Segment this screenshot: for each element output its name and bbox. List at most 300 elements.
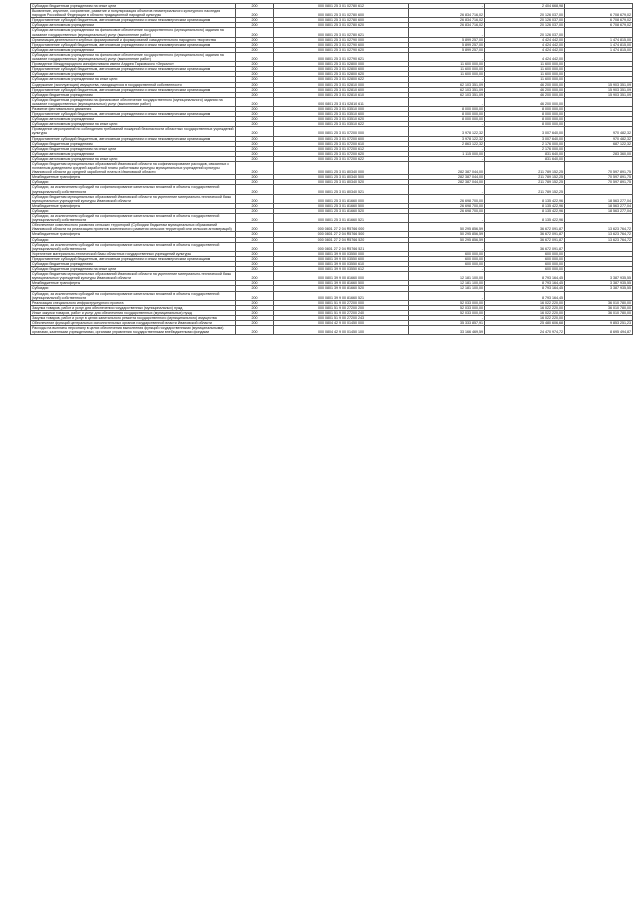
row-budget-code: 000 0801 25 3 01 02790 621 (274, 52, 409, 61)
row-approved: 5 899 257,00 (409, 42, 485, 47)
row-budget-code: 000 0801 39 9 00 03550 000 (274, 251, 409, 256)
row-executed: 46 200 000,00 (485, 87, 565, 92)
table-row (31, 136, 633, 141)
table-row (31, 321, 633, 326)
row-budget-code: 000 0801 25 3 01 02800 600 (274, 67, 409, 72)
row-approved: 282 387 044,00 (409, 180, 485, 185)
row-budget-code: 000 0801 25 3 01 81660 520 (274, 208, 409, 213)
row-budget-code: 000 0801 39 9 00 81660 521 (274, 291, 409, 300)
row-name: Проведение мероприятий по соблюдению требований пожарной безопасности областных государственных учреждений культуры (32, 127, 234, 136)
row-approved: - (409, 156, 485, 161)
row-name: Субсидии автономным учреждениям (31, 47, 236, 52)
row-name: Субсидии бюджетным учреждениям (31, 92, 236, 97)
row-name: Субсидии бюджетным учреждениям на финансовое обеспечение государственного (муниципального) задания на оказание государственных (муниципальных) услуг (выполнение работ) (31, 97, 236, 106)
row-executed: 211 789 152,25 (485, 185, 565, 194)
row-line-code: 200 (236, 77, 274, 82)
row-line-code: 200 (236, 316, 274, 321)
row-line-code: 200 (236, 47, 274, 52)
row-unexecuted: 6 708 679,02 (565, 23, 633, 28)
row-budget-code: 000 0801 25 3 01 02800 000 (274, 62, 409, 67)
row-budget-code: 000 0801 25 3 01 80340 500 (274, 175, 409, 180)
row-line-code: 200 (236, 267, 274, 272)
table-row (31, 185, 633, 194)
row-budget-code: 000 0801 39 9 00 03550 610 (274, 261, 409, 266)
row-executed: 11 600 000,00 (485, 72, 565, 77)
table-row (31, 97, 633, 106)
row-unexecuted: 283 360,00 (565, 151, 633, 156)
row-approved: - (409, 28, 485, 37)
row-approved: 12 181 100,00 (409, 272, 485, 281)
row-budget-code: 000 0801 25 3 01 07200 612 (274, 146, 409, 151)
row-name: Предоставление субсидий бюджетным, автономным учреждениям и иным некоммерческим организациям (31, 136, 236, 141)
row-executed: 2 404 668,98 (485, 4, 565, 9)
row-unexecuted: 1 474 815,00 (565, 37, 633, 42)
row-executed: 36 672 091,87 (485, 223, 565, 232)
row-executed: 16 022 220,00 (485, 300, 565, 305)
row-budget-code: 000 0801 25 3 01 02810 611 (274, 97, 409, 106)
row-budget-code: 000 0801 25 3 01 02810 610 (274, 92, 409, 97)
row-name: Субсидии бюджетным учреждениям на иные цели (31, 146, 236, 151)
row-line-code: 200 (236, 82, 274, 87)
row-executed: 24 470 974,72 (485, 326, 565, 335)
row-name: Иные закупки товаров, работ и услуг для обеспечения государственных (муниципальных) нужд (31, 310, 236, 315)
row-name: Субсидии бюджетам муниципальных образований Ивановской области на укрепление материально-технической базы муниципальных учреждений культуры Ивановской области (31, 272, 236, 281)
row-approved: 50 295 856,59 (409, 232, 485, 237)
row-unexecuted: 13 623 764,72 (565, 232, 633, 237)
row-name: Межбюджетные трансферты (31, 175, 236, 180)
row-line-code: 200 (236, 112, 274, 117)
row-unexecuted: 13 623 764,72 (565, 223, 633, 232)
table-row (31, 242, 633, 251)
row-budget-code: 000 0801 25 3 01 80340 520 (274, 180, 409, 185)
row-name: Межбюджетные трансферты (31, 281, 236, 286)
row-name: Субсидии бюджетам муниципальных образований Ивановской области на укрепление материально-технической базы муниципальных учреждений культуры Ивановской области (31, 194, 236, 203)
row-approved: 2 863 122,32 (409, 141, 485, 146)
table-row (31, 316, 633, 321)
row-line-code: 200 (236, 23, 274, 28)
row-executed: 8 000 000,00 (485, 112, 565, 117)
row-budget-code: 000 0801 25 3 01 02780 612 (274, 4, 409, 9)
row-line-code: 200 (236, 305, 274, 310)
row-budget-code: 000 0801 25 3 01 07200 000 (274, 127, 409, 136)
row-executed: 8 135 422,96 (485, 194, 565, 203)
row-name: Субсидии автономным учреждениям (31, 151, 236, 156)
row-name: Субсидии бюджетам муниципальных образований Ивановской области на софинансирование расходов, связанных с поэтапным доведением средней заработной платы работникам культуры муниципальных учреждений культуры Ивановской области до средней заработной платы в Ивановской области (31, 162, 236, 175)
row-executed: 831 640,00 (485, 151, 565, 156)
row-executed: 8 793 164,45 (485, 291, 565, 300)
row-executed: 46 200 000,00 (485, 97, 565, 106)
row-budget-code: 000 0801 25 3 01 02800 620 (274, 72, 409, 77)
row-approved: - (409, 52, 485, 61)
row-line-code: 200 (236, 141, 274, 146)
row-approved: 600 000,00 (409, 256, 485, 261)
row-approved: - (409, 4, 485, 9)
row-approved: 52 033 000,00 (409, 310, 485, 315)
row-name: Субсидии автономным учреждениям на финансовое обеспечение государственного (муниципального) задания на оказание государственных (муниципальных) услуг (выполнение работ) (31, 28, 236, 37)
table-row (31, 62, 633, 67)
row-executed: 11 600 000,00 (485, 77, 565, 82)
row-line-code: 200 (236, 281, 274, 286)
row-approved: 26 834 716,02 (409, 9, 485, 18)
table-row (31, 37, 633, 42)
row-budget-code: 000 0801 25 3 01 02780 621 (274, 28, 409, 37)
row-budget-code: 000 0801 27 2 04 R5766 000 (274, 223, 409, 232)
row-line-code: 200 (236, 261, 274, 266)
row-executed: 11 600 000,00 (485, 67, 565, 72)
row-name: Субсидии автономным учреждениям на финансовое обеспечение государственного (муниципального) задания на оказание государственных (муниципальных) услуг (выполнение работ) (31, 52, 236, 61)
row-approved: 11 600 000,00 (409, 67, 485, 72)
row-executed: 3 007 640,00 (485, 136, 565, 141)
row-line-code: 200 (236, 326, 274, 335)
row-budget-code: 000 0801 51 9 00 27200 000 (274, 300, 409, 305)
row-executed: 8 135 422,96 (485, 214, 565, 223)
row-budget-code: 000 0801 25 3 01 81660 000 (274, 194, 409, 203)
row-budget-code: 000 0801 25 3 01 02810 000 (274, 82, 409, 87)
row-approved: 600 000,00 (409, 261, 485, 266)
row-executed: 600 000,00 (485, 261, 565, 266)
row-executed: 4 424 442,00 (485, 37, 565, 42)
row-executed: 8 793 164,45 (485, 286, 565, 291)
row-unexecuted (565, 185, 633, 194)
row-approved: 3 978 122,32 (409, 127, 485, 136)
row-executed: 16 022 220,00 (485, 305, 565, 310)
row-line-code: 200 (236, 122, 274, 127)
row-line-code: 200 (236, 62, 274, 67)
row-unexecuted: 9 853 251,23 (565, 321, 633, 326)
row-name: Предоставление субсидий бюджетным, автономным учреждениям и иным некоммерческим организациям (31, 256, 236, 261)
row-executed: 2 176 000,00 (485, 141, 565, 146)
row-line-code: 200 (236, 18, 274, 23)
table-row (31, 67, 633, 72)
row-line-code: 200 (236, 156, 274, 161)
row-approved: 5 899 257,00 (409, 37, 485, 42)
row-line-code: 200 (236, 286, 274, 291)
row-approved: - (409, 316, 485, 321)
row-name: Субсидии (31, 286, 236, 291)
row-executed: 20 126 037,00 (485, 18, 565, 23)
row-executed: 600 000,00 (485, 256, 565, 261)
row-unexecuted: 970 482,32 (565, 127, 633, 136)
row-executed: 36 672 091,87 (485, 242, 565, 251)
row-approved: 52 033 000,00 (409, 300, 485, 305)
row-name: Укрепление материально-технической базы областных государственных учреждений культуры (31, 251, 236, 256)
row-approved: - (409, 97, 485, 106)
row-executed: 211 789 152,25 (485, 180, 565, 185)
table-row (31, 305, 633, 310)
row-name: Субсидии бюджетным учреждениям на иные цели (31, 267, 236, 272)
row-line-code: 200 (236, 9, 274, 18)
row-executed: 8 135 422,96 (485, 203, 565, 208)
row-name: Расходы на выплаты персоналу в целях обеспечения выполнения функций государственными (муниципальными) органами, казенными учреждениями, органами управления государственными внебюджетными фондами (31, 326, 236, 335)
table-row (31, 18, 633, 23)
table-row (31, 326, 633, 335)
row-budget-code: 000 0801 25 3 01 03510 620 (274, 117, 409, 122)
row-name: Предоставление субсидий бюджетным, автономным учреждениям и иным некоммерческим организациям (31, 18, 236, 23)
row-name: Субсидии (31, 237, 236, 242)
row-executed: 46 200 000,00 (485, 82, 565, 87)
row-budget-code: 000 0801 25 3 01 02800 622 (274, 77, 409, 82)
row-name: Субсидии (31, 208, 236, 213)
row-approved: - (409, 267, 485, 272)
row-unexecuted: 3 387 935,55 (565, 272, 633, 281)
row-approved: 3 978 122,32 (409, 136, 485, 141)
row-approved: 26 834 716,02 (409, 23, 485, 28)
table-row (31, 9, 633, 18)
row-executed: 20 126 037,00 (485, 9, 565, 18)
row-budget-code: 000 0801 25 3 01 02790 600 (274, 42, 409, 47)
row-line-code: 200 (236, 28, 274, 37)
row-executed: 25 480 606,68 (485, 321, 565, 326)
row-unexecuted (565, 97, 633, 106)
row-approved: 282 387 044,00 (409, 162, 485, 175)
row-line-code: 200 (236, 291, 274, 300)
row-name: Субсидии автономным учреждениям (31, 117, 236, 122)
row-line-code: 200 (236, 251, 274, 256)
row-name: Субсидии автономным учреждениям на иные цели (31, 122, 236, 127)
row-line-code: 200 (236, 194, 274, 203)
row-name: Субсидии автономным учреждениям (31, 72, 236, 77)
row-unexecuted: 70 597 891,75 (565, 162, 633, 175)
row-budget-code: 000 0804 42 9 00 01450 100 (274, 326, 409, 335)
row-line-code: 200 (236, 136, 274, 141)
row-unexecuted (565, 242, 633, 251)
row-executed: 46 200 000,00 (485, 92, 565, 97)
row-line-code: 200 (236, 37, 274, 42)
row-unexecuted: 15 903 351,09 (565, 87, 633, 92)
row-line-code: 200 (236, 162, 274, 175)
row-approved: 11 600 000,00 (409, 62, 485, 67)
row-unexecuted (565, 214, 633, 223)
table-row (31, 112, 633, 117)
row-name: Обеспечение комплексного развития сельских территорий (Субсидии бюджетам муниципальных образований Ивановской области на реализацию проектов комплексного развития сельских территорий или сельских агломераций) (31, 223, 236, 232)
row-approved: - (409, 77, 485, 82)
row-executed: 36 672 091,87 (485, 232, 565, 237)
row-line-code: 200 (236, 151, 274, 156)
row-line-code: 200 (236, 92, 274, 97)
row-approved: - (409, 185, 485, 194)
row-unexecuted: 70 597 891,75 (565, 175, 633, 180)
row-approved: 12 181 100,00 (409, 281, 485, 286)
row-approved: 5 899 257,00 (409, 47, 485, 52)
table-row (31, 291, 633, 300)
row-budget-code: 000 0801 25 3 01 02780 600 (274, 18, 409, 23)
table-row (31, 194, 633, 203)
row-name: Межбюджетные трансферты (31, 232, 236, 237)
row-unexecuted: 970 482,32 (565, 136, 633, 141)
row-name: Закупка товаров, работ и услуг для обеспечения государственных (муниципальных) нужд (31, 305, 236, 310)
row-line-code: 200 (236, 175, 274, 180)
row-name: Проведение Международного кинофестиваля имени Андрея Тарковского «Зеркало» (31, 62, 236, 67)
row-budget-code: 000 0801 25 3 01 81660 500 (274, 203, 409, 208)
row-line-code: 200 (236, 321, 274, 326)
row-line-code: 200 (236, 146, 274, 151)
row-budget-code: 000 0801 39 9 00 03550 612 (274, 267, 409, 272)
row-unexecuted (565, 28, 633, 37)
row-line-code: 200 (236, 185, 274, 194)
row-budget-code: 000 0801 27 2 04 R5766 521 (274, 242, 409, 251)
row-approved: 600 000,00 (409, 251, 485, 256)
row-unexecuted: 36 010 780,00 (565, 310, 633, 315)
row-executed: 211 789 152,25 (485, 175, 565, 180)
row-approved: - (409, 291, 485, 300)
row-name: Субсидии автономным учреждениям на иные цели (31, 77, 236, 82)
row-line-code: 200 (236, 272, 274, 281)
row-budget-code: 000 0801 27 2 04 R5766 500 (274, 232, 409, 237)
row-budget-code: 000 0801 25 3 01 80340 000 (274, 162, 409, 175)
row-unexecuted: 6 708 679,02 (565, 18, 633, 23)
row-approved: 11 600 000,00 (409, 72, 485, 77)
row-line-code: 200 (236, 72, 274, 77)
row-unexecuted: 13 623 764,72 (565, 237, 633, 242)
row-name: Межбюджетные трансферты (31, 203, 236, 208)
row-executed: 2 176 000,00 (485, 146, 565, 151)
row-line-code: 200 (236, 223, 274, 232)
row-name: Субсидии автономным учреждениям (31, 23, 236, 28)
row-budget-code: 000 0801 51 9 00 27200 240 (274, 310, 409, 315)
row-approved: 26 698 700,00 (409, 203, 485, 208)
row-executed: 8 000 000,00 (485, 117, 565, 122)
row-executed: 831 640,00 (485, 156, 565, 161)
row-line-code: 200 (236, 97, 274, 106)
row-line-code: 200 (236, 117, 274, 122)
row-approved: 33 166 469,59 (409, 326, 485, 335)
row-name: Субсидии, за исключением субсидий на софинансирование капитальных вложений в объекты государственной (муниципальной) собственности (31, 214, 236, 223)
row-budget-code: 000 0801 39 9 00 03550 600 (274, 256, 409, 261)
row-name: Закупка товаров, работ и услуг в целях капитального ремонта государственного (муниципального) имущества (31, 316, 236, 321)
row-budget-code: 000 0801 25 3 01 07200 620 (274, 151, 409, 156)
row-unexecuted: 36 010 780,00 (565, 305, 633, 310)
row-budget-code: 000 0801 25 3 01 80340 521 (274, 185, 409, 194)
row-line-code: 200 (236, 106, 274, 111)
row-line-code: 200 (236, 300, 274, 305)
row-approved: 50 295 856,59 (409, 237, 485, 242)
row-executed: 211 789 152,25 (485, 162, 565, 175)
row-approved: 62 103 351,09 (409, 87, 485, 92)
row-budget-code: 000 0801 25 3 01 07200 610 (274, 141, 409, 146)
row-executed: 36 672 091,87 (485, 237, 565, 242)
row-name: Субсидии, за исключением субсидий на софинансирование капитальных вложений в объекты государственной (муниципальной) собственности (31, 291, 236, 300)
row-unexecuted: 8 695 494,87 (565, 326, 633, 335)
row-executed: 16 022 220,00 (485, 310, 565, 315)
row-name: Выявление, изучение, сохранение, развитие и популяризация объектов нематериального культурного наследия народов Российской Федерации в области традиционной народной культуры (31, 9, 236, 18)
row-budget-code: 000 0801 27 2 04 R5766 520 (274, 237, 409, 242)
table-row (31, 28, 633, 37)
row-line-code: 200 (236, 256, 274, 261)
row-unexecuted (565, 291, 633, 300)
row-approved: 26 698 700,00 (409, 208, 485, 213)
table-row (31, 162, 633, 175)
row-name: Обеспечение функций центральных исполнительных органов государственной власти Ивановской области (31, 321, 236, 326)
row-unexecuted: 70 597 891,75 (565, 180, 633, 185)
row-name: Субсидии, за исключением субсидий на софинансирование капитальных вложений в объекты государственной (муниципальной) собственности (31, 242, 236, 251)
row-executed: 8 135 422,96 (485, 208, 565, 213)
row-line-code: 200 (236, 42, 274, 47)
row-executed: 600 000,00 (485, 267, 565, 272)
row-budget-code: 000 0801 25 3 01 02790 000 (274, 37, 409, 42)
row-executed: 4 424 442,00 (485, 42, 565, 47)
row-name: Предоставление субсидий бюджетным, автономным учреждениям и иным некоммерческим организациям (31, 67, 236, 72)
row-name: Субсидии бюджетным учреждениям (31, 141, 236, 146)
row-name: Развитие фестивального движения (31, 106, 236, 111)
row-executed: 4 424 442,00 (485, 52, 565, 61)
row-executed: 8 000 000,00 (485, 106, 565, 111)
row-line-code: 200 (236, 180, 274, 185)
row-unexecuted: 3 387 935,55 (565, 286, 633, 291)
row-name: Предоставление субсидий бюджетным, автономным учреждениям и иным некоммерческим организациям (31, 42, 236, 47)
row-unexecuted: 1 474 815,00 (565, 42, 633, 47)
table-row (31, 87, 633, 92)
row-budget-code: 000 0801 39 9 00 81660 500 (274, 281, 409, 286)
row-unexecuted: 15 903 351,09 (565, 82, 633, 87)
table-row (31, 310, 633, 315)
row-unexecuted: 1 474 815,00 (565, 47, 633, 52)
row-line-code: 200 (236, 242, 274, 251)
row-unexecuted: 3 387 935,55 (565, 281, 633, 286)
row-budget-code: 000 0801 25 3 01 07200 622 (274, 156, 409, 161)
row-budget-code: 000 0801 51 9 00 27200 200 (274, 305, 409, 310)
row-unexecuted: 687 122,32 (565, 141, 633, 146)
row-approved: 62 103 351,09 (409, 82, 485, 87)
row-name: Содержание (эксплуатация) имущества, находящегося в государственной собственности (31, 82, 236, 87)
row-budget-code: 000 0801 25 3 01 81660 521 (274, 214, 409, 223)
row-unexecuted: 6 708 679,02 (565, 9, 633, 18)
row-executed: 20 126 037,00 (485, 23, 565, 28)
row-line-code: 200 (236, 4, 274, 9)
table-row (31, 223, 633, 232)
row-budget-code: 000 0801 25 3 01 02780 620 (274, 23, 409, 28)
row-approved: 8 000 000,00 (409, 106, 485, 111)
row-approved: 1 115 000,00 (409, 151, 485, 156)
row-line-code: 200 (236, 310, 274, 315)
row-name: Субсидии, за исключением субсидий на софинансирование капитальных вложений в объекты государственной (муниципальной) собственности (31, 185, 236, 194)
row-approved: - (409, 242, 485, 251)
row-budget-code: 000 0801 25 3 01 03510 600 (274, 112, 409, 117)
row-executed: 600 000,00 (485, 251, 565, 256)
row-budget-code: 000 0804 42 9 00 01450 000 (274, 321, 409, 326)
table-row (31, 300, 633, 305)
row-approved: - (409, 122, 485, 127)
row-line-code: 200 (236, 214, 274, 223)
row-line-code: 200 (236, 87, 274, 92)
row-line-code: 200 (236, 237, 274, 242)
row-budget-code: 000 0801 25 3 01 02810 600 (274, 87, 409, 92)
row-approved: 26 698 700,00 (409, 194, 485, 203)
row-unexecuted (565, 52, 633, 61)
row-executed: 16 022 220,00 (485, 316, 565, 321)
row-unexecuted: 18 563 277,04 (565, 208, 633, 213)
row-budget-code: 000 0801 51 9 00 27200 243 (274, 316, 409, 321)
row-executed: 20 126 037,00 (485, 28, 565, 37)
row-approved: 12 181 100,00 (409, 286, 485, 291)
row-approved: 52 033 000,00 (409, 305, 485, 310)
table-row (31, 82, 633, 87)
row-budget-code: 000 0801 39 9 00 81660 000 (274, 272, 409, 281)
row-line-code: 200 (236, 67, 274, 72)
row-name: Реализация специального инфраструктурного проекта (31, 300, 236, 305)
budget-execution-table (30, 3, 633, 335)
row-executed: 8 000 000,00 (485, 122, 565, 127)
row-unexecuted: 18 563 277,04 (565, 194, 633, 203)
row-unexecuted: 15 903 351,09 (565, 92, 633, 97)
row-approved: 26 834 716,02 (409, 18, 485, 23)
table-row (31, 272, 633, 281)
table-row (31, 42, 633, 47)
row-line-code: 200 (236, 127, 274, 136)
row-name: Субсидии бюджетным учреждениям на иные цели (31, 4, 236, 9)
row-budget-code: 000 0801 25 3 01 02790 620 (274, 47, 409, 52)
row-budget-code: 000 0801 25 3 01 07200 600 (274, 136, 409, 141)
row-executed: 8 793 164,45 (485, 281, 565, 286)
